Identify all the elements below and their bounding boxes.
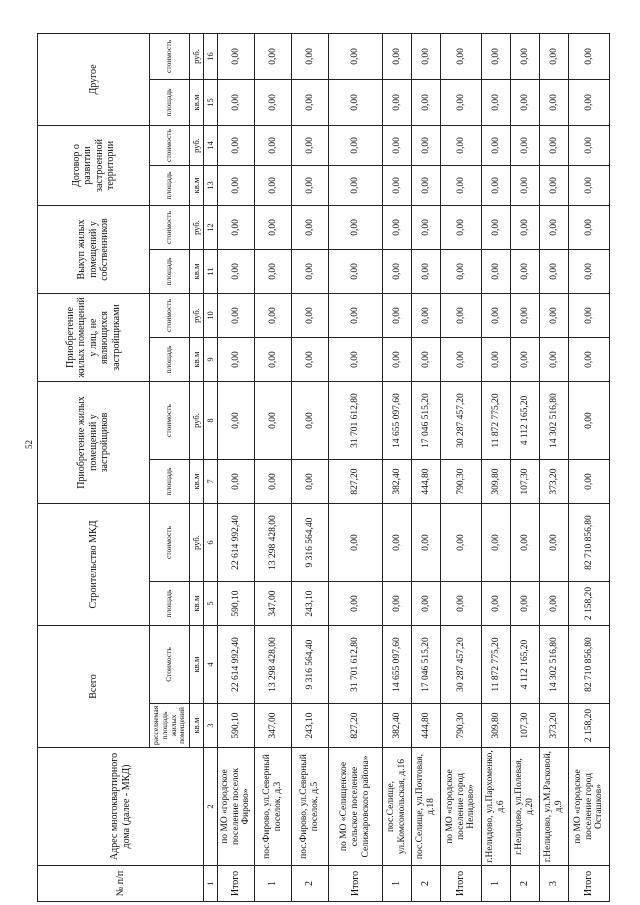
table-row	[292, 33, 329, 901]
row-value: 0,00	[412, 293, 441, 337]
row-value: 0,00	[383, 205, 412, 249]
row-number: 1	[255, 866, 292, 902]
row-value: 0,00	[511, 582, 540, 626]
row-number: 3	[540, 866, 569, 902]
rotated-page	[37, 34, 605, 902]
row-value: 0,00	[412, 33, 441, 79]
unit-area: кв.м	[190, 626, 204, 704]
row-value: 0,00	[292, 165, 329, 205]
subheader-area: площадь	[150, 582, 190, 626]
row-value: 0,00	[441, 504, 482, 582]
row-value: 0,00	[329, 504, 383, 582]
row-value: 22 614 992,40	[218, 504, 255, 582]
row-number: Итого	[441, 866, 482, 902]
row-value: 13 298 428,00	[255, 626, 292, 704]
row-value: 22 614 992,40	[218, 626, 255, 704]
row-value: 0,00	[412, 249, 441, 293]
subheader-cost: стоимость	[150, 382, 190, 460]
row-value: 0,00	[383, 338, 412, 382]
row-value: 0,00	[218, 165, 255, 205]
unit-area: кв.м	[190, 249, 204, 293]
row-address: пос.Фирово, ул.Северный поселок, д.3	[255, 748, 292, 866]
resettlement-table	[37, 33, 610, 902]
subheader-cost: стоимость	[150, 125, 190, 165]
row-value: 0,00	[329, 125, 383, 165]
column-number: 1	[204, 866, 218, 902]
row-value: 0,00	[383, 79, 412, 125]
table-row	[383, 33, 412, 901]
row-value: 0,00	[540, 582, 569, 626]
row-value: 0,00	[441, 293, 482, 337]
column-number: 11	[204, 249, 218, 293]
column-number: 10	[204, 293, 218, 337]
row-value: 0,00	[218, 382, 255, 460]
column-number: 14	[204, 125, 218, 165]
table-row	[482, 33, 511, 901]
row-value: 373,20	[540, 704, 569, 748]
row-value: 107,30	[511, 704, 540, 748]
table-row	[329, 33, 383, 901]
row-value: 0,00	[511, 205, 540, 249]
row-value: 0,00	[511, 249, 540, 293]
row-value: 0,00	[292, 79, 329, 125]
row-number: Итого	[218, 866, 255, 902]
row-value: 30 287 457,20	[441, 626, 482, 704]
column-number: 8	[204, 382, 218, 460]
subheader-cost-total: Стоимость	[150, 626, 190, 704]
subheader-resettled-area: расселяемая площадь жилых помещений	[150, 704, 190, 748]
row-value: 382,40	[383, 704, 412, 748]
row-value: 0,00	[383, 125, 412, 165]
row-value: 0,00	[255, 79, 292, 125]
row-address: г.Нелидово, ул.Полевая, д.20	[511, 748, 540, 866]
row-value: 14 655 097,60	[383, 626, 412, 704]
row-value: 0,00	[540, 205, 569, 249]
table-container	[37, 34, 605, 902]
row-value: 0,00	[441, 33, 482, 79]
row-value: 0,00	[482, 205, 511, 249]
column-number: 12	[204, 205, 218, 249]
row-value: 0,00	[383, 165, 412, 205]
subheader-area: площадь	[150, 165, 190, 205]
row-value: 0,00	[482, 125, 511, 165]
header-buy-developers: Приобретение жилых помещений у застройщиков	[38, 382, 150, 504]
header-contract: Договор о развитии застроенной территории	[38, 125, 150, 205]
row-value: 0,00	[383, 33, 412, 79]
row-value: 347,00	[255, 704, 292, 748]
row-address: г.Нелидово, ул.М.Расковой, д.9	[540, 748, 569, 866]
header-buyout: Выкуп жилых помещений у собственников	[38, 205, 150, 293]
row-value: 0,00	[482, 165, 511, 205]
row-value: 0,00	[383, 582, 412, 626]
row-value: 0,00	[292, 125, 329, 165]
unit-rub: руб.	[190, 382, 204, 460]
row-value: 0,00	[218, 460, 255, 504]
unit-rub: руб.	[190, 293, 204, 337]
row-value: 0,00	[482, 249, 511, 293]
row-value: 0,00	[569, 79, 610, 125]
row-value: 0,00	[292, 460, 329, 504]
row-value: 0,00	[218, 338, 255, 382]
row-value: 373,20	[540, 460, 569, 504]
column-number: 2	[204, 748, 218, 866]
row-address: по МО «городское поселение город Нелидово»	[441, 748, 482, 866]
unit-rub: руб.	[190, 205, 204, 249]
row-value: 0,00	[540, 125, 569, 165]
table-row	[412, 33, 441, 901]
row-value: 0,00	[482, 33, 511, 79]
page-number: 52	[24, 440, 34, 449]
row-value: 0,00	[218, 293, 255, 337]
row-value: 0,00	[569, 338, 610, 382]
row-value: 0,00	[255, 460, 292, 504]
header-other: Другое	[38, 33, 150, 125]
column-number: 16	[204, 33, 218, 79]
row-value: 2 158,20	[569, 582, 610, 626]
column-number: 9	[204, 338, 218, 382]
row-value: 0,00	[540, 165, 569, 205]
row-address: по МО «городское поселение город Осташков»	[569, 748, 610, 866]
row-address: г.Нелидово, ул.Пархоменко, д.6	[482, 748, 511, 866]
row-value: 0,00	[218, 249, 255, 293]
row-value: 0,00	[412, 582, 441, 626]
row-value: 0,00	[329, 293, 383, 337]
unit-rub: руб.	[190, 504, 204, 582]
unit-area: кв.м	[190, 79, 204, 125]
row-value: 31 701 612,80	[329, 382, 383, 460]
row-number: 1	[383, 866, 412, 902]
row-value: 0,00	[569, 382, 610, 460]
row-value: 4 112 165,20	[511, 626, 540, 704]
row-value: 0,00	[329, 338, 383, 382]
row-value: 0,00	[412, 504, 441, 582]
row-value: 309,80	[482, 460, 511, 504]
row-value: 0,00	[540, 338, 569, 382]
subheader-cost: стоимость	[150, 33, 190, 79]
row-value: 0,00	[540, 504, 569, 582]
subheader-area: площадь	[150, 338, 190, 382]
row-value: 0,00	[255, 249, 292, 293]
row-value: 31 701 612,80	[329, 626, 383, 704]
column-number: 7	[204, 460, 218, 504]
row-value: 0,00	[218, 125, 255, 165]
row-value: 17 046 515,20	[412, 382, 441, 460]
row-value: 0,00	[292, 205, 329, 249]
table-row	[511, 33, 540, 901]
subheader-cost: стоимость	[150, 504, 190, 582]
row-number: 2	[412, 866, 441, 902]
row-value: 14 655 097,60	[383, 382, 412, 460]
row-value: 0,00	[482, 79, 511, 125]
header-build: Строительство МКД	[38, 504, 150, 626]
row-value: 590,10	[218, 582, 255, 626]
row-value: 0,00	[482, 293, 511, 337]
row-value: 309,80	[482, 704, 511, 748]
row-value: 82 710 856,80	[569, 626, 610, 704]
header-buy-non-developers: Приобретение жилых помещений у лиц, не являющихся застройщиками	[38, 293, 150, 381]
row-value: 444,80	[412, 704, 441, 748]
header-address: Адрес многоквартирного дома (далее - МКД)	[38, 748, 204, 866]
row-address: по МО «Селищенское сельское поселение Селижаровского района»	[329, 748, 383, 866]
row-value: 30 287 457,20	[441, 382, 482, 460]
row-address: пос.Селище, ул.Почтовая, д.18	[412, 748, 441, 866]
row-value: 0,00	[412, 79, 441, 125]
row-value: 0,00	[329, 165, 383, 205]
row-value: 0,00	[412, 165, 441, 205]
table-row	[540, 33, 569, 901]
row-value: 0,00	[329, 249, 383, 293]
row-value: 9 316 564,40	[292, 504, 329, 582]
row-value: 82 710 856,80	[569, 504, 610, 582]
row-value: 0,00	[255, 33, 292, 79]
row-value: 0,00	[255, 293, 292, 337]
row-address: пос.Фирово, ул.Северный поселок, д.5	[292, 748, 329, 866]
row-number: Итого	[569, 866, 610, 902]
column-number: 15	[204, 79, 218, 125]
row-value: 0,00	[511, 165, 540, 205]
row-value: 0,00	[441, 79, 482, 125]
unit-rub: руб.	[190, 33, 204, 79]
row-value: 0,00	[329, 79, 383, 125]
unit-area: кв.м	[190, 704, 204, 748]
row-value: 0,00	[329, 582, 383, 626]
row-value: 0,00	[511, 504, 540, 582]
row-value: 0,00	[569, 33, 610, 79]
row-value: 107,30	[511, 460, 540, 504]
row-value: 0,00	[441, 249, 482, 293]
row-value: 0,00	[540, 293, 569, 337]
row-value: 0,00	[511, 79, 540, 125]
table-row	[569, 33, 610, 901]
row-value: 0,00	[569, 205, 610, 249]
row-value: 0,00	[255, 205, 292, 249]
row-value: 0,00	[540, 33, 569, 79]
row-value: 14 302 516,80	[540, 626, 569, 704]
header-total: Всего	[38, 626, 150, 748]
table-body	[218, 33, 610, 901]
row-value: 827,20	[329, 460, 383, 504]
row-value: 0,00	[441, 125, 482, 165]
row-value: 4 112 165,20	[511, 382, 540, 460]
row-value: 0,00	[569, 125, 610, 165]
row-value: 0,00	[383, 249, 412, 293]
row-value: 0,00	[292, 382, 329, 460]
table-row	[255, 33, 292, 901]
row-value: 0,00	[540, 79, 569, 125]
row-value: 0,00	[218, 79, 255, 125]
row-value: 0,00	[292, 33, 329, 79]
row-value: 0,00	[292, 293, 329, 337]
row-value: 9 316 564,40	[292, 626, 329, 704]
column-number: 13	[204, 165, 218, 205]
row-value: 0,00	[569, 293, 610, 337]
column-number: 4	[204, 626, 218, 704]
row-value: 0,00	[218, 33, 255, 79]
row-value: 0,00	[540, 249, 569, 293]
row-value: 590,10	[218, 704, 255, 748]
header-num: № п/п	[38, 866, 204, 902]
row-value: 0,00	[412, 125, 441, 165]
row-value: 790,30	[441, 460, 482, 504]
row-value: 0,00	[329, 205, 383, 249]
row-value: 0,00	[383, 293, 412, 337]
row-value: 17 046 515,20	[412, 626, 441, 704]
subheader-cost: стоимость	[150, 205, 190, 249]
row-value: 243,10	[292, 704, 329, 748]
row-number: 2	[511, 866, 540, 902]
row-value: 0,00	[441, 582, 482, 626]
unit-area: кв.м	[190, 460, 204, 504]
table-row	[218, 33, 255, 901]
row-value: 2 158,20	[569, 704, 610, 748]
row-address: пос.Селище, ул.Комсомольская, д.16	[383, 748, 412, 866]
subheader-area: площадь	[150, 460, 190, 504]
row-value: 11 872 775,20	[482, 626, 511, 704]
row-value: 0,00	[441, 165, 482, 205]
row-value: 0,00	[329, 33, 383, 79]
row-value: 13 298 428,00	[255, 504, 292, 582]
row-value: 0,00	[482, 504, 511, 582]
subheader-cost: стоимость	[150, 293, 190, 337]
row-value: 0,00	[412, 338, 441, 382]
row-value: 0,00	[511, 125, 540, 165]
row-value: 0,00	[441, 338, 482, 382]
subheader-area: площадь	[150, 79, 190, 125]
unit-rub: руб.	[190, 125, 204, 165]
row-value: 444,80	[412, 460, 441, 504]
row-number: 1	[482, 866, 511, 902]
row-value: 0,00	[255, 382, 292, 460]
row-value: 243,10	[292, 582, 329, 626]
column-number: 3	[204, 704, 218, 748]
row-value: 0,00	[412, 205, 441, 249]
row-value: 0,00	[569, 165, 610, 205]
row-value: 790,30	[441, 704, 482, 748]
row-address: по МО «городское поселение поселок Фирово»	[218, 748, 255, 866]
row-value: 0,00	[511, 338, 540, 382]
row-value: 0,00	[569, 460, 610, 504]
row-value: 0,00	[292, 338, 329, 382]
row-value: 11 872 775,20	[482, 382, 511, 460]
row-value: 0,00	[292, 249, 329, 293]
unit-area: кв.м	[190, 582, 204, 626]
row-value: 0,00	[441, 205, 482, 249]
unit-area: кв.м	[190, 165, 204, 205]
row-value: 0,00	[511, 33, 540, 79]
row-value: 0,00	[569, 249, 610, 293]
row-value: 0,00	[218, 205, 255, 249]
row-value: 0,00	[255, 125, 292, 165]
table-row	[441, 33, 482, 901]
row-value: 347,00	[255, 582, 292, 626]
row-value: 0,00	[511, 293, 540, 337]
table-header	[38, 33, 218, 901]
row-value: 0,00	[482, 582, 511, 626]
row-value: 827,20	[329, 704, 383, 748]
row-value: 14 302 516,80	[540, 382, 569, 460]
row-number: Итого	[329, 866, 383, 902]
row-value: 0,00	[255, 165, 292, 205]
row-value: 382,40	[383, 460, 412, 504]
unit-area: кв.м	[190, 338, 204, 382]
row-value: 0,00	[482, 338, 511, 382]
column-number: 5	[204, 582, 218, 626]
row-value: 0,00	[255, 338, 292, 382]
subheader-area: площадь	[150, 249, 190, 293]
row-number: 2	[292, 866, 329, 902]
column-number: 6	[204, 504, 218, 582]
row-value: 0,00	[383, 504, 412, 582]
